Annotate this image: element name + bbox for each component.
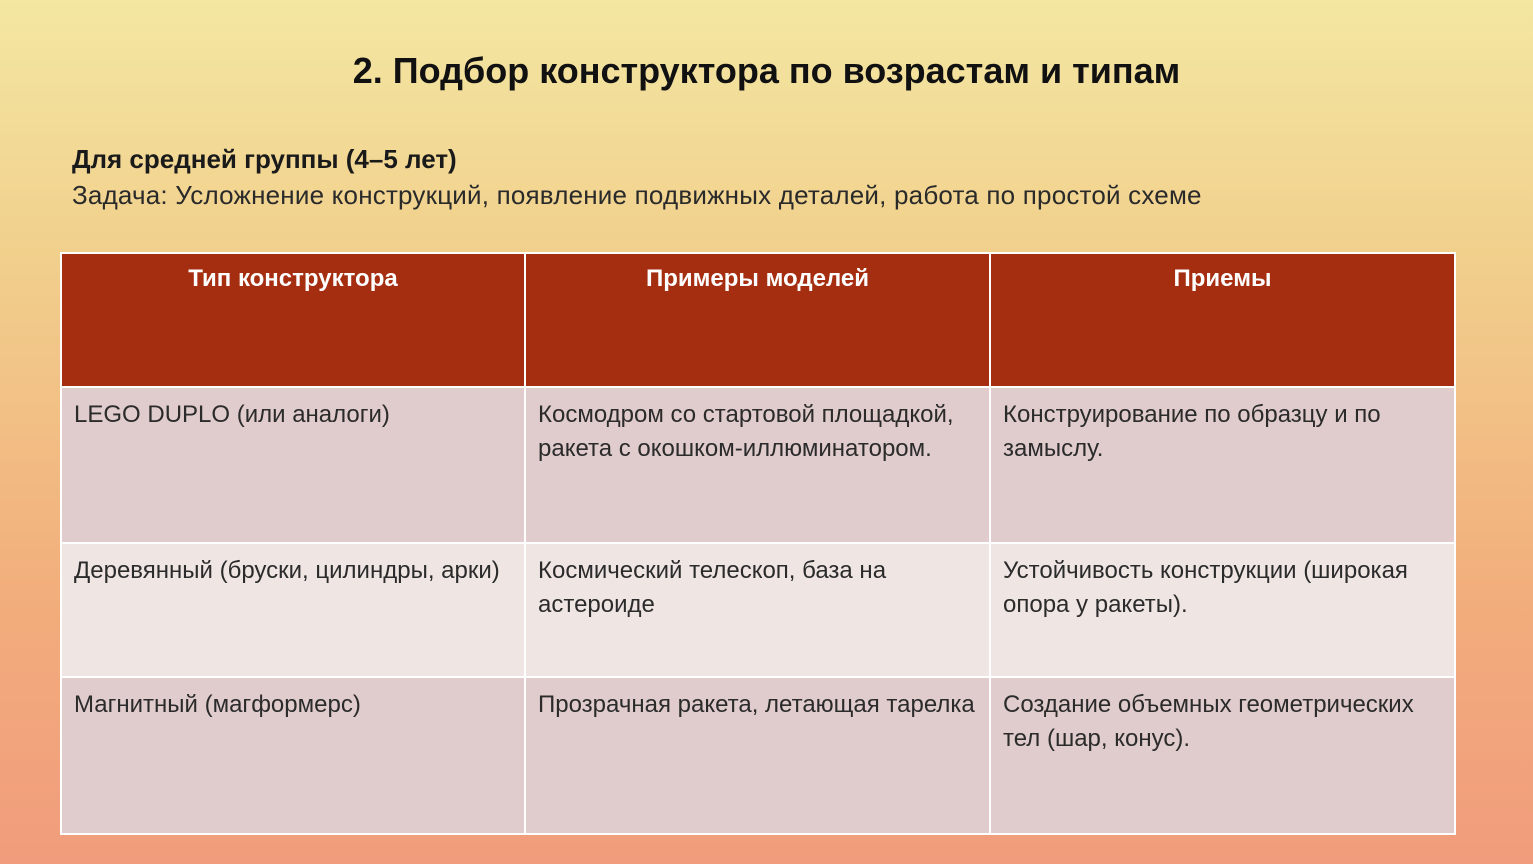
table-cell-techniques: Создание объемных геометрических тел (шар, конус). (990, 677, 1455, 834)
header-examples: Примеры моделей (525, 253, 990, 387)
slide-title: 2. Подбор конструктора по возрастам и типам (352, 50, 1181, 91)
constructor-table (60, 252, 1456, 835)
table-cell-type: LEGO DUPLO (или аналоги) (61, 387, 525, 543)
table-cell-techniques: Конструирование по образцу и по замыслу. (990, 387, 1455, 543)
group-subtitle: Для средней группы (4–5 лет) (72, 144, 457, 174)
table-cell-examples: Космический телескоп, база на астероиде (525, 543, 990, 677)
table-cell-examples: Космодром со стартовой площадкой, ракета с окошком-иллюминатором. (525, 387, 990, 543)
table-cell-type: Деревянный (бруски, цилиндры, арки) (61, 543, 525, 677)
task-text: Задача: Усложнение конструкций, появление подвижных деталей, работа по простой схеме (72, 180, 1202, 210)
table-row (61, 387, 1455, 543)
table-cell-type: Магнитный (магформерс) (61, 677, 525, 834)
header-type: Тип конструктора (61, 253, 525, 387)
table-row (61, 677, 1455, 834)
table-header-row (61, 253, 1455, 387)
table-cell-techniques: Устойчивость конструкции (широкая опора у ракеты). (990, 543, 1455, 677)
table-cell-examples: Прозрачная ракета, летающая тарелка (525, 677, 990, 834)
header-techniques: Приемы (990, 253, 1455, 387)
table-row (61, 543, 1455, 677)
